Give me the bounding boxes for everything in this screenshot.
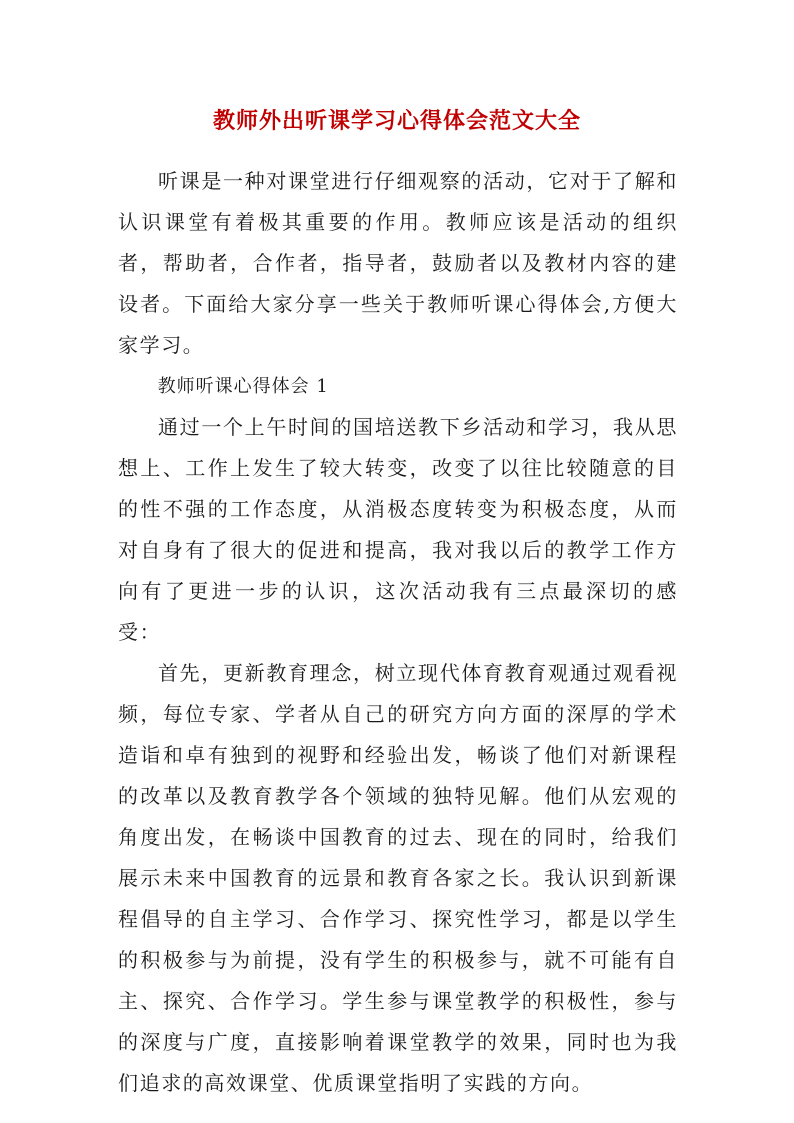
intro-paragraph: 听课是一种对课堂进行仔细观察的活动，它对于了解和认识课堂有着极其重要的作用。教师应该是活动的组织者，帮助者，合作者，指导者，鼓励者以及教材内容的建设者。下面给大家分享一些关于教师听课心得体会,方便大家学习。 bbox=[118, 169, 678, 357]
section-heading: 教师听课心得体会 1 bbox=[157, 376, 329, 397]
paragraph-1: 通过一个上午时间的国培送教下乡活动和学习，我从思想上、工作上发生了较大转变，改变了以往比较随意的目的性不强的工作态度，从消极态度转变为积极态度，从而对自身有了很大的促进和提高，我对我以后的教学工作方向有了更进一步的认识，这次活动我有三点最深切的感受： bbox=[118, 415, 678, 644]
paragraph-2: 首先，更新教育理念，树立现代体育教育观通过观看视频，每位专家、学者从自己的研究方向方面的深厚的学术造诣和卓有独到的视野和经验出发，畅谈了他们对新课程的改革以及教育教学各个领域的独特见解。他们从宏观的角度出发，在畅谈中国教育的过去、现在的同时，给我们展示未来中国教育的远景和教育各家之长。我认识到新课程倡导的自主学习、合作学习、探究性学习，都是以学生的积极参与为前提，没有学生的积极参与，就不可能有自主、探究、合作学习。学生参与课堂教学的积极性，参与的深度与广度，直接影响着课堂教学的效果，同时也为我们追求的高效课堂、优质课堂指明了实践的方向。 bbox=[118, 661, 678, 1095]
document-body bbox=[118, 161, 678, 1104]
document-title: 教师外出听课学习心得体会范文大全 bbox=[212, 108, 581, 134]
